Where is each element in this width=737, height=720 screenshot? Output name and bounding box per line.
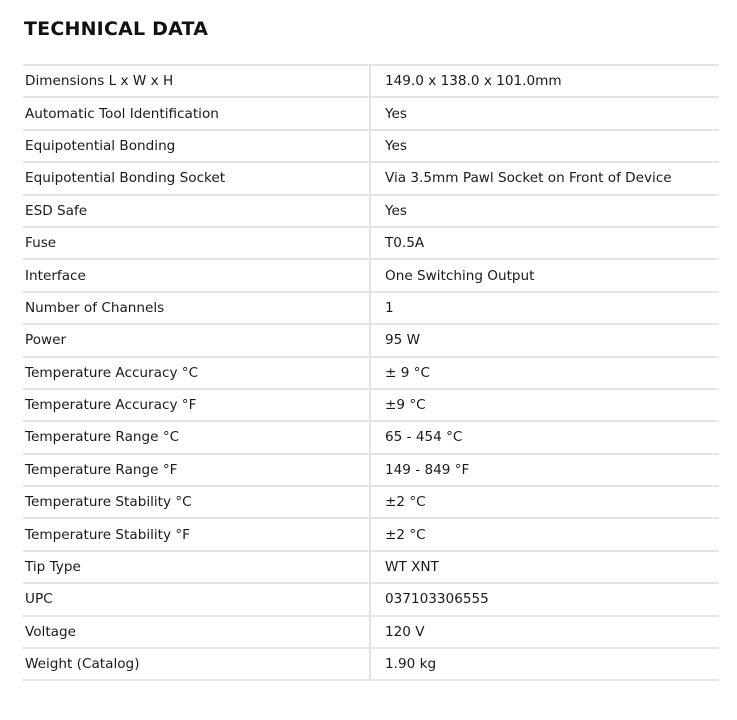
spec-label: Voltage bbox=[23, 616, 370, 648]
spec-value: 120 V bbox=[370, 616, 719, 648]
spec-row-equipotential-bonding bbox=[23, 130, 719, 162]
spec-label: Equipotential Bonding bbox=[23, 130, 370, 162]
spec-row-temperature-accuracy-c bbox=[23, 357, 719, 389]
spec-row-temperature-range-c bbox=[23, 421, 719, 453]
spec-row-voltage bbox=[23, 616, 719, 648]
spec-row-temperature-range-f bbox=[23, 454, 719, 486]
spec-label: Equipotential Bonding Socket bbox=[23, 162, 370, 194]
spec-label: Dimensions L x W x H bbox=[23, 65, 370, 97]
spec-row-tip-type bbox=[23, 551, 719, 583]
spec-row-upc bbox=[23, 583, 719, 615]
spec-value: 95 W bbox=[370, 324, 719, 356]
spec-value: ± 9 °C bbox=[370, 357, 719, 389]
spec-label: Temperature Accuracy °C bbox=[23, 357, 370, 389]
spec-label: Power bbox=[23, 324, 370, 356]
spec-value: One Switching Output bbox=[370, 259, 719, 291]
spec-value: ±2 °C bbox=[370, 518, 719, 550]
spec-value: ±9 °C bbox=[370, 389, 719, 421]
spec-value: 1 bbox=[370, 292, 719, 324]
spec-label: Temperature Stability °C bbox=[23, 486, 370, 518]
spec-value: 037103306555 bbox=[370, 583, 719, 615]
technical-data-rows bbox=[23, 65, 719, 680]
spec-value: Via 3.5mm Pawl Socket on Front of Device bbox=[370, 162, 719, 194]
spec-row-fuse bbox=[23, 227, 719, 259]
spec-value: WT XNT bbox=[370, 551, 719, 583]
spec-row-weight-catalog bbox=[23, 648, 719, 680]
spec-row-dimensions bbox=[23, 65, 719, 97]
spec-label: Weight (Catalog) bbox=[23, 648, 370, 680]
spec-value: Yes bbox=[370, 130, 719, 162]
spec-row-esd-safe bbox=[23, 195, 719, 227]
spec-label: Temperature Range °C bbox=[23, 421, 370, 453]
spec-value: Yes bbox=[370, 97, 719, 129]
spec-label: Fuse bbox=[23, 227, 370, 259]
spec-row-power bbox=[23, 324, 719, 356]
spec-value: 149 - 849 °F bbox=[370, 454, 719, 486]
spec-label: Number of Channels bbox=[23, 292, 370, 324]
spec-value: 149.0 x 138.0 x 101.0mm bbox=[370, 65, 719, 97]
spec-row-interface bbox=[23, 259, 719, 291]
spec-value: 1.90 kg bbox=[370, 648, 719, 680]
spec-row-equipotential-bonding-socket bbox=[23, 162, 719, 194]
spec-label: Automatic Tool Identification bbox=[23, 97, 370, 129]
spec-value: T0.5A bbox=[370, 227, 719, 259]
spec-value: Yes bbox=[370, 195, 719, 227]
spec-label: Temperature Stability °F bbox=[23, 518, 370, 550]
spec-value: ±2 °C bbox=[370, 486, 719, 518]
spec-label: Temperature Range °F bbox=[23, 454, 370, 486]
spec-row-temperature-stability-f bbox=[23, 518, 719, 550]
spec-label: Interface bbox=[23, 259, 370, 291]
spec-label: ESD Safe bbox=[23, 195, 370, 227]
spec-row-automatic-tool-identification bbox=[23, 97, 719, 129]
spec-row-temperature-stability-c bbox=[23, 486, 719, 518]
spec-row-number-of-channels bbox=[23, 292, 719, 324]
spec-label: Temperature Accuracy °F bbox=[23, 389, 370, 421]
spec-row-temperature-accuracy-f bbox=[23, 389, 719, 421]
page-title: TECHNICAL DATA bbox=[24, 18, 209, 40]
technical-data-table bbox=[23, 64, 719, 681]
spec-label: Tip Type bbox=[23, 551, 370, 583]
spec-label: UPC bbox=[23, 583, 370, 615]
spec-value: 65 - 454 °C bbox=[370, 421, 719, 453]
